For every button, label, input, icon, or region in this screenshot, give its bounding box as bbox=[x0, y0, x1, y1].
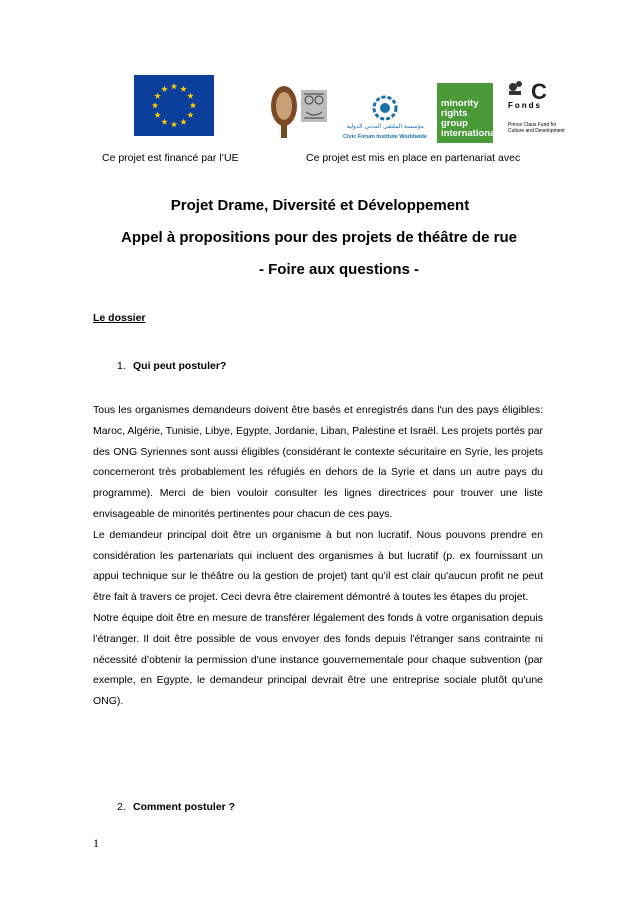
civic-forum-name: Civic Forum Institute Worldwide bbox=[343, 134, 427, 140]
mrg-line: minority bbox=[441, 98, 479, 109]
prince-claus-fund-logo bbox=[503, 78, 568, 143]
theatre-masks-logo bbox=[268, 80, 333, 142]
eu-stars bbox=[134, 75, 214, 136]
question-text: Qui peut postuler? bbox=[133, 360, 227, 372]
call-for-proposals-title: Appel à propositions pour des projets de théâtre de rue bbox=[121, 229, 517, 246]
project-title: Projet Drame, Diversité et Développement bbox=[170, 197, 470, 214]
page-number: 1 bbox=[93, 836, 99, 850]
faq-title: - Foire aux questions - bbox=[258, 261, 420, 278]
prince-claus-small: Prince Claus Fund for Culture and Development bbox=[508, 122, 565, 134]
civic-forum-logo bbox=[340, 95, 430, 143]
question-number: 2. bbox=[117, 801, 126, 813]
minority-rights-group-logo bbox=[437, 83, 499, 143]
question-text: Comment postuler ? bbox=[133, 801, 236, 813]
question-number: 1. bbox=[117, 360, 126, 372]
paragraph: Le demandeur principal doit être un organisme à but non lucratif. Nous pouvons prendre en considération les partenariats qui incluent des organismes à but lucratif (p. ex fournissant un appui technique sur le théâtre ou la gestion de projet) tant qu’il est clair qu'aucun profit ne peut être fait à travers ce projet. Ceci devra être clairement démontré à toutes les étapes du projet. bbox=[93, 528, 543, 604]
mrg-line: rights bbox=[441, 108, 468, 119]
answer-body bbox=[93, 400, 543, 712]
caption-eu-funding: Ce projet est financé par l’UE bbox=[102, 152, 239, 164]
section-heading: Le dossier bbox=[93, 312, 146, 324]
eu-flag-icon bbox=[134, 75, 214, 136]
prince-claus-fonds: Fonds bbox=[508, 101, 542, 110]
mrg-line: group bbox=[441, 118, 468, 129]
caption-partnership: Ce projet est mis en place en partenariat avec bbox=[306, 152, 521, 164]
paragraph: Tous les organismes demandeurs doivent être basés et enregistrés dans l'un des pays éligibles: Maroc, Algérie, Tunisie, Libye, Egypte, Jordanie, Liban, Palestine et Israël. Les projets portés par des ONG Syriennes sont aussi éligibles (considérant le contexte sécuritaire en Syrie, les projets concerneront très probablement les réfugiés en dehors de la Syrie et dans un autre pays du programme). Merci de bien vouloir consulter les lignes directrices pour trouver une liste envisageable de minorités pertinentes pour chacun de ces pays. bbox=[93, 404, 543, 520]
civic-forum-arabic: مؤسسة الملتقى المدني الدولية bbox=[346, 123, 424, 130]
mrg-line: international bbox=[441, 128, 499, 139]
prince-claus-letter: C bbox=[531, 79, 547, 102]
paragraph: Notre équipe doit être en mesure de transférer légalement des fonds à votre organisation depuis l’étranger. Il doit être possible de vous envoyer des fonds depuis l'étranger sans contrainte ni nécessité d’obtenir la permission d'une instance gouvernementale pour chaque subvention (par exemple, en Egypte, le demandeur principal devrait être une entreprise sociale plutôt qu'une ONG). bbox=[93, 611, 543, 708]
